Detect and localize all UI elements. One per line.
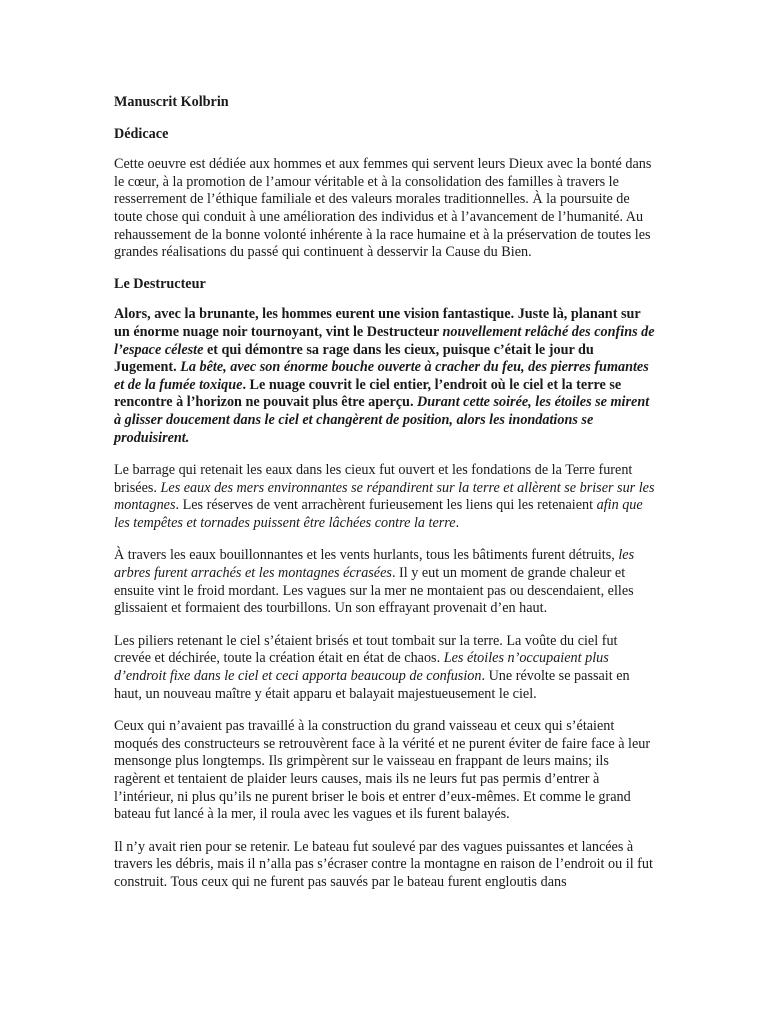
- paragraph-vaisseau: Ceux qui n’avaient pas travaillé à la construction du grand vaisseau et ceux qui s’étaient moqués des constructeurs se retrouvèrent face à la vérité et ne purent éviter de faire face à leur mensonge plus longtemps. Ils grimpèrent sur le vaisseau en frappant de leurs mains; ils ragèrent et tentaient de plaider leurs causes, mais ils ne leurs fut pas permis d’entrer à l’intérieur, ni plus qu’ils ne purent briser le bois et entrer d’eux-mêmes. Et comme le grand bateau fut lancé à la mer, il roula avec les vagues et ils furent balayés.: [114, 718, 651, 823]
- destructeur-heading: Le Destructeur: [114, 275, 206, 292]
- paragraph-bateau: Il n’y avait rien pour se retenir. Le bateau fut soulevé par des vagues puissantes et lancées à travers les débris, mais il n’alla pas s’écraser contre la montagne en raison de l’endroit ou il fut construit. Tous ceux qui ne furent pas sauvés par le bateau furent engloutis dans: [114, 838, 653, 890]
- text-run: . Une révolte se passait en haut, un nouveau maître y était apparu et balayait majestueusement le ciel.: [114, 668, 630, 702]
- italic-run: les arbres furent arrachés et les montagnes écrasées: [114, 547, 635, 582]
- text-run: . Les réserves de vent arrachèrent furieusement les liens qui les retenaient: [175, 497, 597, 514]
- text-run: À travers les eaux bouillonnantes et les vents hurlants, tous les bâtiments furent détruits,: [114, 547, 619, 564]
- italic-run: nouvellement relâché des confins de l’espace céleste: [114, 323, 655, 358]
- document-page: [114, 94, 657, 907]
- paragraph-piliers: [114, 633, 657, 703]
- text-run: Le barrage qui retenait les eaux dans les cieux fut ouvert et les fondations de la Terre furent brisées.: [114, 462, 633, 496]
- text-run: . Le nuage couvrit le ciel entier, l’endroit où le ciel et la terre se rencontre à l’horizon ne pouvait plus être aperçu.: [114, 376, 622, 411]
- paragraph-barrage: [114, 462, 657, 532]
- italic-run: Les eaux des mers environnantes se répandirent sur la terre et allèrent se briser sur les montagnes: [114, 479, 655, 514]
- text-run: .: [455, 514, 460, 531]
- italic-run: Les étoiles n’occupaient plus d’endroit fixe dans le ciel et ceci apporta beaucoup de confusion: [114, 650, 609, 685]
- text-run: Les piliers retenant le ciel s’étaient brisés et tout tombait sur la terre. La voûte du ciel fut crevée et déchirée, toute la création était en état de chaos.: [114, 632, 618, 667]
- text-run: . Il y eut un moment de grande chaleur et ensuite vint le froid mordant. Les vagues sur la mer ne montaient pas ou descendaient, elles glissaient et formaient des tourbillons. Un son effrayant provenait d’en haut.: [114, 565, 634, 617]
- text-run: Alors, avec la brunante, les hommes eurent une vision fantastique. Juste là, planant sur un énorme nuage noir tournoyant, vint le Destructeur: [114, 306, 641, 340]
- paragraph-eaux: [114, 547, 657, 617]
- paragraph-vision: [114, 306, 657, 447]
- italic-run: La bête, avec son énorme bouche ouverte à cracher du feu, des pierres fumantes et de la fumée toxique: [114, 359, 649, 393]
- italic-run: Durant cette soirée, les étoiles se mirent à glisser doucement dans le ciel et changèrent de position, alors les inondations se produisirent.: [114, 394, 650, 446]
- text-run: et qui démontre sa rage dans les cieux, puisque c’était le jour du Jugement.: [114, 341, 594, 376]
- document-title: Manuscrit Kolbrin: [114, 94, 229, 110]
- dedication-heading: Dédicace: [114, 125, 169, 142]
- italic-run: afin que les tempêtes et tornades puissent être lâchées contre la terre: [114, 497, 643, 531]
- dedication-paragraph: Cette oeuvre est dédiée aux hommes et aux femmes qui servent leurs Dieux avec la bonté dans le cœur, à la promotion de l’amour véritable et à la consolidation des familles à travers le resserrement de l’éthique familiale et des valeurs morales traditionnelles. À la poursuite de toute chose qui conduit à une amélioration des individus et à l’avancement de l’humanité. Au rehaussement de la bonne volonté inhérente à la race humaine et à la préservation de toutes les grandes réalisations du passé qui continuent à desservir la Cause du Bien.: [114, 156, 652, 261]
